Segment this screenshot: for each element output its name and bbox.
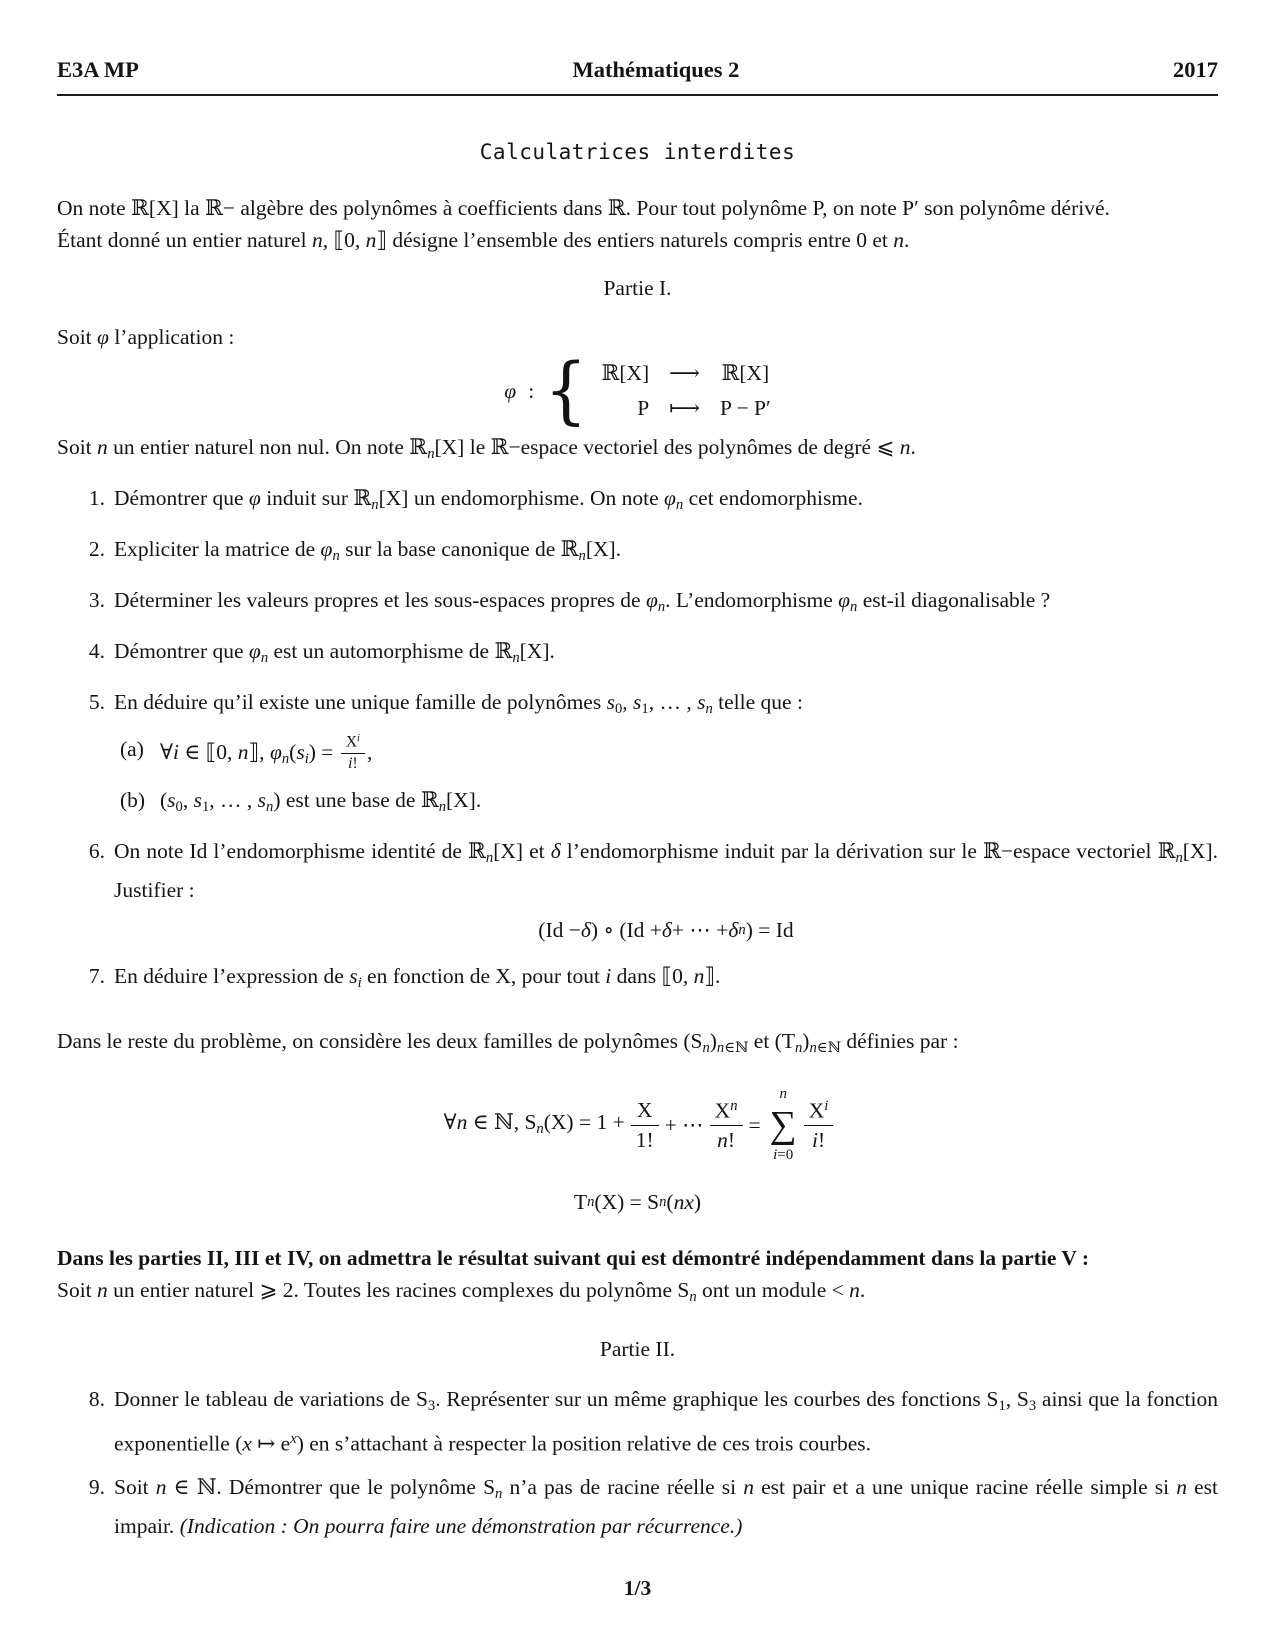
text-run: sur la base canonique de ℝ (339, 537, 579, 562)
text-run: Dans le reste du problème, on considère les deux familles de polynômes (S (57, 1028, 703, 1053)
text-run: X (808, 1098, 825, 1123)
text-run: s (167, 787, 176, 812)
text-run: , (622, 690, 634, 715)
text-run: n (371, 497, 379, 514)
text-run: Soit (57, 435, 98, 459)
text-run: (Id − (538, 917, 581, 942)
text-run: n’a pas de racine réelle si (502, 1474, 744, 1499)
question-text (114, 960, 1218, 999)
text-run: ∈ℕ (816, 1039, 841, 1056)
subquestion-text (160, 733, 372, 775)
intro-paragraph-1 (57, 192, 1218, 224)
question-5 (57, 686, 1218, 725)
fraction-numerator (341, 733, 365, 753)
text-run: (Indication : On pourra faire une démonstration par récurrence.) (179, 1513, 743, 1538)
text-run: i (172, 740, 179, 765)
text-run: , ⟦0, (322, 228, 366, 252)
text-run: On note Id l’endomorphisme identité de ℝ (114, 838, 486, 863)
text-run: n (849, 1278, 860, 1303)
text-run: ainsi que la fonction exponentielle ( (114, 1387, 1218, 1455)
text-run: φ (838, 588, 851, 613)
text-run: n (456, 1109, 468, 1134)
text-run: n (587, 1194, 595, 1211)
text-run: n (738, 921, 746, 938)
text-run: s (257, 787, 267, 812)
text-run: Soit (57, 325, 98, 349)
text-run: i (811, 1127, 818, 1152)
text-run: i (304, 751, 309, 768)
question-number: 4. (88, 639, 105, 664)
part1-questions (57, 482, 1218, 999)
admitted-result-statement (57, 1274, 1218, 1313)
question-text-wrap (114, 835, 1218, 948)
text-run: [X] et (493, 838, 551, 863)
text-run: , … , (209, 787, 258, 812)
text-run: ( (160, 787, 168, 812)
phi-letter (504, 375, 516, 407)
text-run: Soit (57, 1278, 98, 1303)
domain-set: ℝ[X] (601, 361, 650, 385)
text-run: n (260, 650, 269, 667)
text-run: ( (289, 740, 297, 765)
text-run: δ (728, 917, 739, 942)
text-run: i (824, 1097, 829, 1114)
text-run: Dans les parties II, III et IV, on admettra le résultat suivant qui est démontré indépendamment dans la partie V : (57, 1246, 1090, 1271)
question-1 (57, 482, 1218, 521)
text-run: n (281, 751, 290, 768)
text-run: induit sur ℝ (260, 486, 372, 511)
text-run: ) est une base de ℝ (273, 787, 439, 812)
question-3 (57, 584, 1218, 623)
text-run: n (716, 1039, 725, 1056)
text-run: En déduire qu’il existe une unique famille de polynômes (114, 690, 607, 715)
admitted-result-bold-paragraph (57, 1242, 1218, 1274)
text-run: [X]. (585, 537, 622, 562)
plus-dots (665, 1109, 704, 1141)
text-run: en fonction de X, pour tout (361, 963, 606, 988)
text-run: n (779, 1085, 787, 1102)
text-run: + ⋯ + (671, 917, 729, 942)
text-run: ∀ (443, 1109, 457, 1134)
question-7 (57, 960, 1218, 999)
text-run: l’endomorphisme induit par la dérivation sur le ℝ−espace vectoriel ℝ (560, 838, 1176, 863)
text-run: n (893, 228, 905, 252)
text-run: 1 (998, 1398, 1006, 1415)
fraction-numerator (710, 1098, 743, 1125)
text-run: un entier naturel non nul. On note ℝ (107, 435, 428, 459)
text-run: n (899, 435, 911, 459)
text-run: n (427, 446, 435, 463)
text-run: φ (97, 325, 109, 349)
question-number: 1. (88, 486, 105, 511)
text-run: i (773, 1147, 778, 1164)
part1-heading: Partie I. (603, 276, 672, 300)
text-run: Donner le tableau de variations de S (114, 1387, 428, 1412)
text-run: (X) = S (594, 1190, 660, 1215)
text-run: . Représenter sur un même graphique les courbes des fonctions S (435, 1387, 999, 1412)
text-run: Soit (114, 1474, 156, 1499)
text-run: Démontrer que (114, 639, 249, 664)
text-run: ! (727, 1127, 736, 1152)
fraction-denominator (631, 1125, 659, 1153)
text-run: On note ℝ[X] la ℝ− algèbre des polynômes à coefficients dans ℝ. Pour tout polynôme P, on note P′ son polynôme dérivé. (57, 196, 1110, 220)
text-run: n (495, 1485, 503, 1502)
intro-paragraph-2 (57, 224, 1218, 256)
text-run: est un automorphisme de ℝ (268, 639, 513, 664)
text-run: ∈ ⟦0, (178, 740, 238, 765)
text-run: , … , (648, 690, 698, 715)
subquestion-label: (a) (120, 737, 144, 762)
sum-lower-limit (773, 1147, 793, 1164)
text-run: ∈ ℕ. Démontrer que le polynôme S (166, 1474, 496, 1499)
text-run: n (850, 599, 858, 616)
text-run: φ (248, 639, 261, 664)
text-run: l’application : (108, 325, 235, 349)
text-run: φ (320, 537, 333, 562)
question-number: 7. (88, 963, 105, 988)
element-p: P (637, 396, 650, 420)
text-run: [X] un endomorphisme. On note (378, 486, 665, 511)
text-run: ⟧. (704, 963, 721, 988)
subquestion-label: (b) (120, 787, 146, 812)
text-run: ↦ e (251, 1430, 291, 1455)
text-run: ∈ ℕ, S (467, 1109, 537, 1134)
text-run: n (485, 849, 494, 866)
families-intro-paragraph (57, 1025, 1218, 1064)
fraction-numerator (804, 1098, 834, 1125)
text-run: et (T (748, 1028, 795, 1053)
text-run: . (910, 435, 916, 459)
text-run: n (1175, 849, 1183, 866)
text-run: n (794, 1039, 803, 1056)
text-run: n (730, 1097, 738, 1114)
fraction-x-over-1fact (631, 1098, 659, 1152)
text-run: φ (269, 740, 282, 765)
header-exam-code: E3A MP (57, 57, 139, 82)
left-brace: { (544, 348, 588, 434)
text-run: Déterminer les valeurs propres et les sous-espaces propres de (114, 588, 646, 613)
image-p-minus-pprime: P − P′ (720, 396, 771, 420)
question-number: 5. (88, 690, 105, 715)
text-run: δ (661, 917, 672, 942)
text-run: , S (1005, 1387, 1029, 1412)
soit-n-line (57, 431, 1218, 470)
text-run: n (97, 1278, 108, 1303)
question-2 (57, 533, 1218, 572)
text-run: n (809, 1039, 817, 1056)
text-run: i (605, 963, 612, 988)
text-run: Démontrer que (114, 486, 249, 511)
text-run: n (266, 798, 274, 815)
phi-intro-line (57, 321, 1218, 353)
text-run: φ (664, 486, 676, 511)
phi-definition-equation (57, 348, 1218, 434)
text-run: (X) = 1 + (543, 1109, 625, 1134)
question-9 (57, 1471, 1218, 1542)
text-run: ) (709, 1028, 717, 1053)
text-run: s (349, 963, 358, 988)
question-5a (57, 733, 1218, 775)
text-run: n (97, 435, 108, 459)
text-run: n (689, 1289, 697, 1306)
question-number: 3. (88, 588, 105, 613)
fraction-denominator (804, 1125, 834, 1153)
text-run: n (155, 1474, 167, 1499)
text-run: 0 (175, 798, 183, 815)
text-run: 1! (635, 1127, 654, 1152)
text-run: nx (673, 1190, 694, 1215)
text-run: un entier naturel ⩾ 2. Toutes les racines complexes du polynôme S (107, 1278, 690, 1303)
question-text (114, 482, 1218, 521)
text-run: T (573, 1190, 588, 1215)
tn-definition-equation (57, 1186, 1218, 1218)
text-run: s (193, 787, 202, 812)
text-run: φ (504, 379, 517, 403)
text-run: ( (666, 1190, 674, 1215)
text-run: est impair. (114, 1474, 1219, 1538)
text-run: i (348, 755, 353, 772)
text-run: [X]. (519, 639, 555, 664)
text-run: n (438, 798, 446, 815)
text-run: ont un module < (696, 1278, 850, 1303)
text-run: δ (580, 917, 591, 942)
question-text (114, 533, 1218, 572)
text-run: x (290, 1430, 297, 1447)
text-run: ) (802, 1028, 810, 1053)
fraction-xi-over-ifact (341, 733, 365, 772)
text-run: i (357, 733, 360, 745)
page-number: 1/3 (623, 1576, 652, 1600)
text-run: n (311, 228, 323, 252)
text-run: ) en s’attachant à respecter la position relative de ces trois courbes. (296, 1430, 871, 1455)
fraction-denominator (341, 753, 365, 772)
text-run: telle que : (712, 690, 803, 715)
text-run: est-il diagonalisable ? (857, 588, 1051, 613)
text-run: , (182, 787, 194, 812)
text-run: + ⋯ (664, 1113, 704, 1138)
question-text (114, 839, 1218, 902)
text-run: 3 (427, 1398, 436, 1415)
text-run: n (659, 1194, 667, 1211)
text-run: 0 (614, 701, 623, 718)
text-run: 3 (1028, 1398, 1037, 1415)
text-run: définies par : (840, 1028, 959, 1053)
question-5b (57, 784, 1218, 823)
text-run: ) ∘ (Id + (590, 917, 662, 942)
text-run: ∀ (160, 740, 173, 765)
subquestion-text (160, 784, 481, 823)
text-run: ! (817, 1127, 826, 1152)
question-text (114, 686, 1218, 725)
text-run: n (512, 650, 520, 667)
text-run: ) (693, 1190, 702, 1215)
phi-symbol (504, 348, 588, 434)
question-number: 9. (88, 1474, 105, 1499)
text-run: n (332, 548, 340, 565)
question-text (114, 635, 1218, 674)
part2-questions (57, 1383, 1218, 1541)
text-run: n (702, 1039, 710, 1056)
question-number: 8. (88, 1387, 105, 1412)
text-run: dans ⟦0, (611, 963, 694, 988)
text-run: X (636, 1097, 653, 1122)
text-run: ) = (308, 740, 339, 765)
text-run: ⟧, (248, 740, 270, 765)
text-run: . (859, 1278, 866, 1303)
part2-heading: Partie II. (599, 1337, 676, 1362)
text-run: s (296, 740, 305, 765)
text-run: n (578, 548, 586, 565)
text-run: 1 (641, 701, 649, 718)
text-run: ! (352, 755, 358, 772)
text-run: n (675, 497, 684, 514)
long-arrow-icon: ⟶ (669, 361, 700, 385)
mapsto-arrow-icon: ⟼ (669, 396, 700, 420)
trailing-comma: , (366, 740, 373, 765)
text-segment (160, 740, 339, 768)
question-text (114, 584, 1218, 623)
text-run: s (606, 690, 615, 715)
text-run: s (697, 690, 706, 715)
text-run: . (904, 228, 910, 252)
question-number: 2. (88, 537, 105, 562)
question-8 (57, 1383, 1218, 1458)
text-run: =0 (777, 1147, 794, 1164)
text-run: n (536, 1120, 544, 1137)
question-text (114, 1471, 1218, 1542)
text-run: Étant donné un entier naturel (57, 228, 312, 252)
header-year: 2017 (1173, 57, 1218, 82)
colon: : (528, 379, 535, 403)
text-run: [X]. Justifier : (114, 838, 1218, 902)
text-run: 1 (201, 798, 210, 815)
fraction-numerator (631, 1098, 659, 1125)
identity-composition-equation (114, 914, 1218, 946)
question-number: 6. (88, 838, 105, 863)
text-run: [X]. (446, 787, 482, 812)
text-run: n (657, 599, 666, 616)
sum-upper-limit (779, 1086, 787, 1103)
question-6 (57, 835, 1218, 948)
text-run: n (1176, 1474, 1187, 1499)
text-run: cet endomorphisme. (683, 486, 863, 511)
text-run: ∈ℕ (724, 1039, 749, 1056)
phi-mapping-grid (601, 357, 770, 425)
text-run: i (357, 974, 362, 991)
text-run: ) = Id (745, 917, 794, 942)
text-run: δ (550, 838, 561, 863)
fraction-xi-over-ifact (804, 1098, 834, 1153)
text-run: X (714, 1098, 731, 1123)
text-run: n (237, 740, 249, 765)
summation-operator (770, 1086, 797, 1165)
text-run: n (693, 963, 705, 988)
text-run: s (633, 690, 642, 715)
text-run: ⟧ désigne l’ensemble des entiers naturels compris entre 0 et (376, 228, 894, 252)
question-4 (57, 635, 1218, 674)
text-run: φ (248, 486, 261, 511)
text-run: En déduire l’expression de (114, 963, 350, 988)
text-run: n (717, 1127, 728, 1152)
fraction-denominator (710, 1125, 743, 1153)
header-subject-title: Mathématiques 2 (572, 57, 740, 82)
text-run: n (705, 701, 713, 718)
question-text (114, 1383, 1218, 1458)
text-run: est pair et a une unique racine réelle simple si (753, 1474, 1177, 1499)
text-run: x (242, 1430, 252, 1455)
equals-sign: = (748, 1113, 761, 1138)
equation-prefix (444, 1106, 625, 1145)
sigma-icon: ∑ (769, 1104, 797, 1147)
sn-definition-equation (57, 1086, 1218, 1165)
text-run: φ (645, 588, 658, 613)
codomain-set: ℝ[X] (721, 361, 770, 385)
calculators-notice: Calculatrices interdites (479, 140, 796, 164)
text-run: . L’endomorphisme (665, 588, 839, 613)
text-run: Expliciter la matrice de (114, 537, 321, 562)
text-run: [X] le ℝ−espace vectoriel des polynômes de degré ⩽ (434, 435, 900, 459)
page-header (57, 0, 1218, 96)
text-run: X (345, 733, 358, 751)
text-run: n (743, 1474, 754, 1499)
text-run: n (365, 228, 377, 252)
fraction-xn-over-nfact (710, 1098, 743, 1153)
